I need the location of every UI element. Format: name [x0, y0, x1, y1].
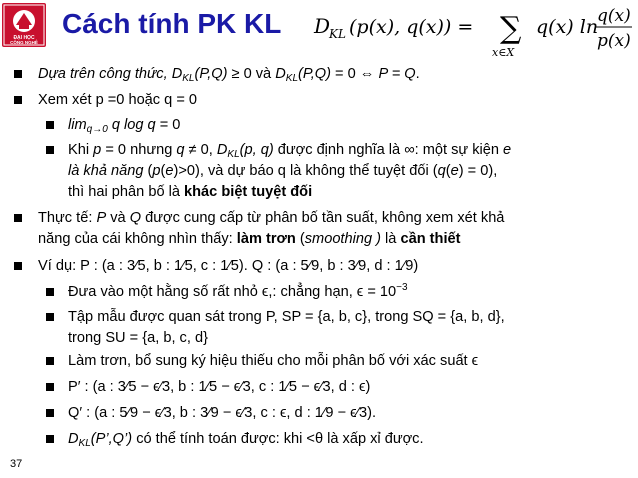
bullet-smoothing-need: Thực tế: P và Q được cung cấp từ phân bố tần suất, không xem xét khả năng của cái không nhìn thấy: làm trơn (smoothing ) là cần thiết — [38, 208, 504, 250]
subbullet-epsilon: Đưa vào một hằng số rất nhỏ ϵ,: chẳng hạn, $\epsilon = 10^{-3}$ — [68, 282, 408, 303]
formula-numerator: q(x) — [597, 6, 631, 26]
svg-text:ĐẠI HỌC: ĐẠI HỌC — [13, 35, 35, 41]
svg-text:CÔNG NGHỆ: CÔNG NGHỆ — [10, 40, 38, 45]
subbullet-q-prime: Q′ : (a : 5⁄9 − ϵ⁄3, b : 3⁄9 − ϵ⁄3, c : ϵ, d : 1⁄9 − ϵ⁄3). — [68, 403, 376, 424]
bullet-zero-case: Xem xét p =0 hoặc q = 0 — [38, 90, 197, 111]
bullet-example: Ví dụ: P : (a : 3⁄5, b : 1⁄5, c : 1⁄5). Q : (a : 5⁄9, b : 3⁄9, d : 1⁄9) — [38, 256, 418, 277]
subbullet-smoothing: Làm trơn, bổ sung ký hiệu thiếu cho mỗi phân bố với xác suất ϵ — [68, 351, 478, 372]
formula-sum: ∑ — [500, 11, 522, 46]
subbullet-sample-sets: Tập mẫu được quan sát trong P, SP = {a, b, c}, trong SQ = {a, b, d}, trong SU = {a, b, c, d} — [68, 307, 505, 349]
formula-sum-index: x∈X — [492, 46, 515, 59]
subbullet-infinite-case: Khi p = 0 nhưng q ≠ 0, $D_{KL}(p$, q) được định nghĩa là ∞: một sự kiện e là khả năng (p(e)>0), và dự báo q là không thể tuyệt đối (q(e) = 0), thì hai phân bố là khác biệt tuyệt đối — [68, 140, 511, 203]
subbullet-p-prime: P′ : (a : 3⁄5 − ϵ⁄3, b : 1⁄5 − ϵ⁄3, c : 1⁄5 − ϵ⁄3, d : ϵ) — [68, 377, 370, 398]
formula-d-sub: KL — [329, 27, 346, 41]
subbullet-limit: $\lim_{q\to 0} q$ log q = 0 — [68, 117, 181, 135]
formula-lhs-args: (p(x), q(x)) = — [349, 16, 474, 38]
slide-title: Cách tính PK KL — [62, 8, 282, 39]
formula-d: D — [314, 14, 331, 38]
university-logo-icon — [2, 3, 46, 47]
formula-summand: q(x) ln — [536, 16, 599, 38]
bullet-kl-properties: Dựa trên công thức, $D_{KL}(P,Q) \ge 0$ và $D_{KL}(P,Q) = 0$ ⇔ P = Q. — [38, 66, 420, 84]
subbullet-dkl-computable: $D_{KL}(P’,Q’)$ có thể tính toán được: khi <θ là xấp xỉ được. — [68, 431, 424, 449]
kl-divergence-formula — [312, 0, 634, 62]
formula-denominator: p(x) — [597, 31, 631, 51]
page-number: 37 — [10, 458, 23, 470]
